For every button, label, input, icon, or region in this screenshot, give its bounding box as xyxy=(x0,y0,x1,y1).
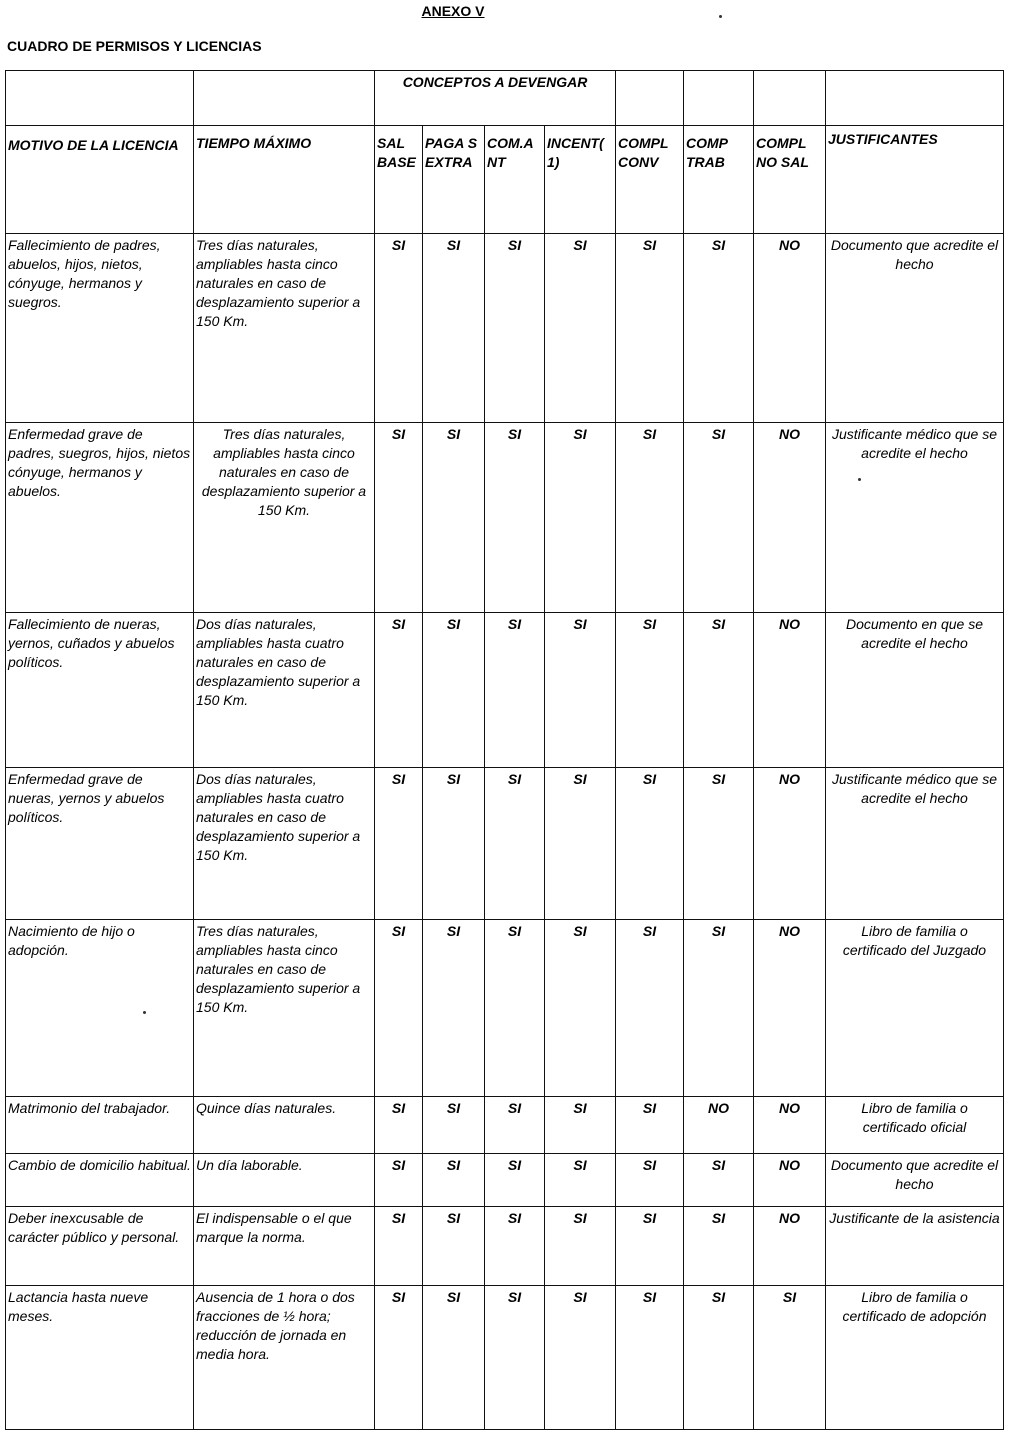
document-title: CUADRO DE PERMISOS Y LICENCIAS xyxy=(7,38,262,54)
table-row xyxy=(6,1097,1004,1154)
blank-cell xyxy=(826,71,1004,126)
cell-tiempo: Quince días naturales. xyxy=(194,1097,375,1154)
cell-motivo: Fallecimiento de nueras, yernos, cuñados y abuelos políticos. xyxy=(6,613,194,768)
table-row xyxy=(6,768,1004,920)
cell-sal-base: SI xyxy=(375,234,423,423)
cell-comp-trab: SI xyxy=(684,768,754,920)
cell-com-ant: SI xyxy=(485,1286,545,1430)
cell-sal-base: SI xyxy=(375,920,423,1097)
cell-compl-conv: SI xyxy=(616,234,684,423)
header-incent: INCENT( 1) xyxy=(545,126,616,234)
cell-pagas-extra: SI xyxy=(423,1286,485,1430)
cell-comp-trab: SI xyxy=(684,613,754,768)
cell-incent: SI xyxy=(545,1154,616,1207)
cell-justificantes: Libro de familia o certificado del Juzgado xyxy=(826,920,1004,1097)
cell-pagas-extra: SI xyxy=(423,423,485,613)
cell-incent: SI xyxy=(545,613,616,768)
cell-justificantes: Justificante de la asistencia xyxy=(826,1207,1004,1286)
cell-pagas-extra: SI xyxy=(423,1097,485,1154)
cell-justificantes: Documento en que se acredite el hecho xyxy=(826,613,1004,768)
permits-table xyxy=(5,70,1004,1430)
cell-incent: SI xyxy=(545,1097,616,1154)
blank-cell xyxy=(194,71,375,126)
header-com-ant: COM.A NT xyxy=(485,126,545,234)
group-header-row xyxy=(6,71,1004,126)
header-comp-trab: COMP TRAB xyxy=(684,126,754,234)
cell-comp-trab: SI xyxy=(684,920,754,1097)
cell-justificantes: Libro de familia o certificado oficial xyxy=(826,1097,1004,1154)
blank-cell xyxy=(6,71,194,126)
cell-com-ant: SI xyxy=(485,920,545,1097)
header-sal-base: SAL BASE xyxy=(375,126,423,234)
cell-tiempo: El indispensable o el que marque la norma. xyxy=(194,1207,375,1286)
cell-compl-no-sal: NO xyxy=(754,1154,826,1207)
cell-comp-trab: SI xyxy=(684,423,754,613)
cell-incent: SI xyxy=(545,920,616,1097)
table-row xyxy=(6,1286,1004,1430)
blank-cell xyxy=(616,71,684,126)
table-row xyxy=(6,234,1004,423)
header-pagas-extra: PAGA S EXTRA xyxy=(423,126,485,234)
cell-compl-no-sal: SI xyxy=(754,1286,826,1430)
cell-com-ant: SI xyxy=(485,1154,545,1207)
cell-motivo: Deber inexcusable de carácter público y personal. xyxy=(6,1207,194,1286)
annex-title: ANEXO V xyxy=(421,3,485,19)
cell-sal-base: SI xyxy=(375,1286,423,1430)
scan-speck xyxy=(858,478,861,481)
cell-compl-conv: SI xyxy=(616,423,684,613)
cell-incent: SI xyxy=(545,234,616,423)
cell-compl-conv: SI xyxy=(616,920,684,1097)
cell-compl-no-sal: NO xyxy=(754,920,826,1097)
blank-cell xyxy=(684,71,754,126)
cell-incent: SI xyxy=(545,1207,616,1286)
cell-comp-trab: SI xyxy=(684,1286,754,1430)
cell-compl-conv: SI xyxy=(616,1154,684,1207)
cell-compl-conv: SI xyxy=(616,768,684,920)
cell-tiempo: Tres días naturales, ampliables hasta cinco naturales en caso de desplazamiento superior a 150 Km. xyxy=(194,234,375,423)
cell-comp-trab: SI xyxy=(684,234,754,423)
cell-pagas-extra: SI xyxy=(423,1207,485,1286)
cell-motivo: Fallecimiento de padres, abuelos, hijos, nietos, cónyuge, hermanos y suegros. xyxy=(6,234,194,423)
cell-justificantes: Justificante médico que se acredite el hecho xyxy=(826,423,1004,613)
cell-compl-conv: SI xyxy=(616,1097,684,1154)
cell-compl-no-sal: NO xyxy=(754,613,826,768)
table-row xyxy=(6,1154,1004,1207)
cell-tiempo: Ausencia de 1 hora o dos fracciones de ½ hora; reducción de jornada en media hora. xyxy=(194,1286,375,1430)
table-row xyxy=(6,423,1004,613)
cell-sal-base: SI xyxy=(375,768,423,920)
cell-compl-conv: SI xyxy=(616,1286,684,1430)
cell-compl-conv: SI xyxy=(616,613,684,768)
cell-sal-base: SI xyxy=(375,1154,423,1207)
cell-justificantes: Documento que acredite el hecho xyxy=(826,234,1004,423)
cell-compl-no-sal: NO xyxy=(754,1207,826,1286)
cell-justificantes: Libro de familia o certificado de adopción xyxy=(826,1286,1004,1430)
cell-motivo: Nacimiento de hijo o adopción. xyxy=(6,920,194,1097)
scan-speck xyxy=(719,15,722,18)
cell-motivo: Cambio de domicilio habitual. xyxy=(6,1154,194,1207)
table-row xyxy=(6,920,1004,1097)
cell-compl-no-sal: NO xyxy=(754,1097,826,1154)
table-row xyxy=(6,613,1004,768)
cell-incent: SI xyxy=(545,768,616,920)
header-motivo: MOTIVO DE LA LICENCIA xyxy=(6,126,194,234)
cell-incent: SI xyxy=(545,1286,616,1430)
cell-tiempo: Dos días naturales, ampliables hasta cuatro naturales en caso de desplazamiento superior a 150 Km. xyxy=(194,768,375,920)
cell-incent: SI xyxy=(545,423,616,613)
cell-comp-trab: SI xyxy=(684,1154,754,1207)
cell-comp-trab: NO xyxy=(684,1097,754,1154)
scan-speck xyxy=(143,1011,146,1014)
cell-motivo: Lactancia hasta nueve meses. xyxy=(6,1286,194,1430)
cell-justificantes: Documento que acredite el hecho xyxy=(826,1154,1004,1207)
header-compl-no-sal: COMPL NO SAL xyxy=(754,126,826,234)
cell-pagas-extra: SI xyxy=(423,234,485,423)
cell-sal-base: SI xyxy=(375,1097,423,1154)
cell-compl-no-sal: NO xyxy=(754,234,826,423)
cell-com-ant: SI xyxy=(485,613,545,768)
header-tiempo: TIEMPO MÁXIMO xyxy=(194,126,375,234)
cell-motivo: Matrimonio del trabajador. xyxy=(6,1097,194,1154)
cell-pagas-extra: SI xyxy=(423,920,485,1097)
permits-table-body xyxy=(6,71,1004,1430)
cell-pagas-extra: SI xyxy=(423,613,485,768)
blank-cell xyxy=(754,71,826,126)
cell-pagas-extra: SI xyxy=(423,768,485,920)
cell-tiempo: Un día laborable. xyxy=(194,1154,375,1207)
cell-sal-base: SI xyxy=(375,423,423,613)
cell-compl-conv: SI xyxy=(616,1207,684,1286)
cell-com-ant: SI xyxy=(485,768,545,920)
cell-tiempo: Tres días naturales, ampliables hasta cinco naturales en caso de desplazamiento superior a 150 Km. xyxy=(194,920,375,1097)
header-compl-conv: COMPL CONV xyxy=(616,126,684,234)
cell-com-ant: SI xyxy=(485,1097,545,1154)
concepts-group-header: CONCEPTOS A DEVENGAR xyxy=(375,71,616,126)
cell-com-ant: SI xyxy=(485,423,545,613)
cell-sal-base: SI xyxy=(375,613,423,768)
cell-com-ant: SI xyxy=(485,1207,545,1286)
column-header-row xyxy=(6,126,1004,234)
cell-motivo: Enfermedad grave de nueras, yernos y abuelos políticos. xyxy=(6,768,194,920)
cell-comp-trab: SI xyxy=(684,1207,754,1286)
cell-justificantes: Justificante médico que se acredite el hecho xyxy=(826,768,1004,920)
cell-motivo: Enfermedad grave de padres, suegros, hijos, nietos cónyuge, hermanos y abuelos. xyxy=(6,423,194,613)
cell-compl-no-sal: NO xyxy=(754,768,826,920)
table-row xyxy=(6,1207,1004,1286)
cell-compl-no-sal: NO xyxy=(754,423,826,613)
cell-tiempo: Dos días naturales, ampliables hasta cuatro naturales en caso de desplazamiento superior a 150 Km. xyxy=(194,613,375,768)
cell-pagas-extra: SI xyxy=(423,1154,485,1207)
cell-com-ant: SI xyxy=(485,234,545,423)
cell-tiempo: Tres días naturales, ampliables hasta cinco naturales en caso de desplazamiento superior a 150 Km. xyxy=(194,423,375,613)
header-justificantes: JUSTIFICANTES xyxy=(826,126,1004,234)
cell-sal-base: SI xyxy=(375,1207,423,1286)
